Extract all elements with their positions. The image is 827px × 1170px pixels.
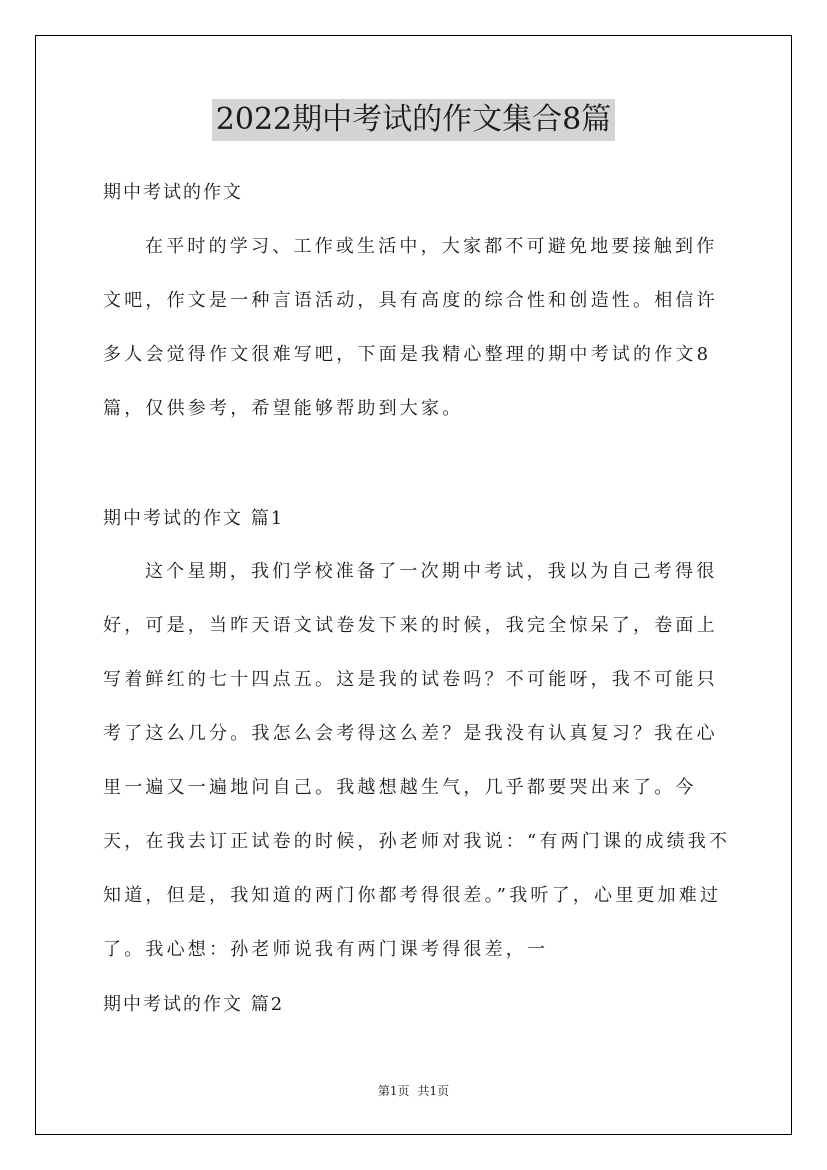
- essay-1-heading: 期中考试的作文 篇1: [103, 508, 285, 529]
- page-number: 第1页: [377, 1084, 410, 1098]
- essay-1-paragraph: 这个星期，我们学校准备了一次期中考试，我以为自己考得很好，可是，当昨天语文试卷发下来的时候，我完全惊呆了，卷面上写着鲜红的七十四点五。这是我的试卷吗？不可能呀，我不可能只考了这么几分。我怎么会考得这么差？是我没有认真复习？我在心里一遍又一遍地问自己。我越想越生气，几乎都要哭出来了。今天，在我去订正试卷的时候，孙老师对我说：“有两门课的成绩我不知道，但是，我知道的两门你都考得很差。”我听了，心里更加难过了。我心想：孙老师说我有两门课考得很差，一: [103, 561, 731, 960]
- intro-heading: 期中考试的作文: [103, 182, 243, 203]
- title-container: [0, 99, 827, 141]
- page-total: 共1页: [417, 1084, 450, 1098]
- page-footer: [0, 1083, 827, 1099]
- intro-paragraph: 在平时的学习、工作或生活中，大家都不可避免地要接触到作文吧，作文是一种言语活动，具有高度的综合性和创造性。相信许多人会觉得作文很难写吧，下面是我精心整理的期中考试的作文8篇，仅供参考，希望能够帮助到大家。: [103, 236, 718, 419]
- document-title: 2022期中考试的作文集合8篇: [212, 99, 615, 141]
- essay-2-heading: 期中考试的作文 篇2: [103, 994, 285, 1015]
